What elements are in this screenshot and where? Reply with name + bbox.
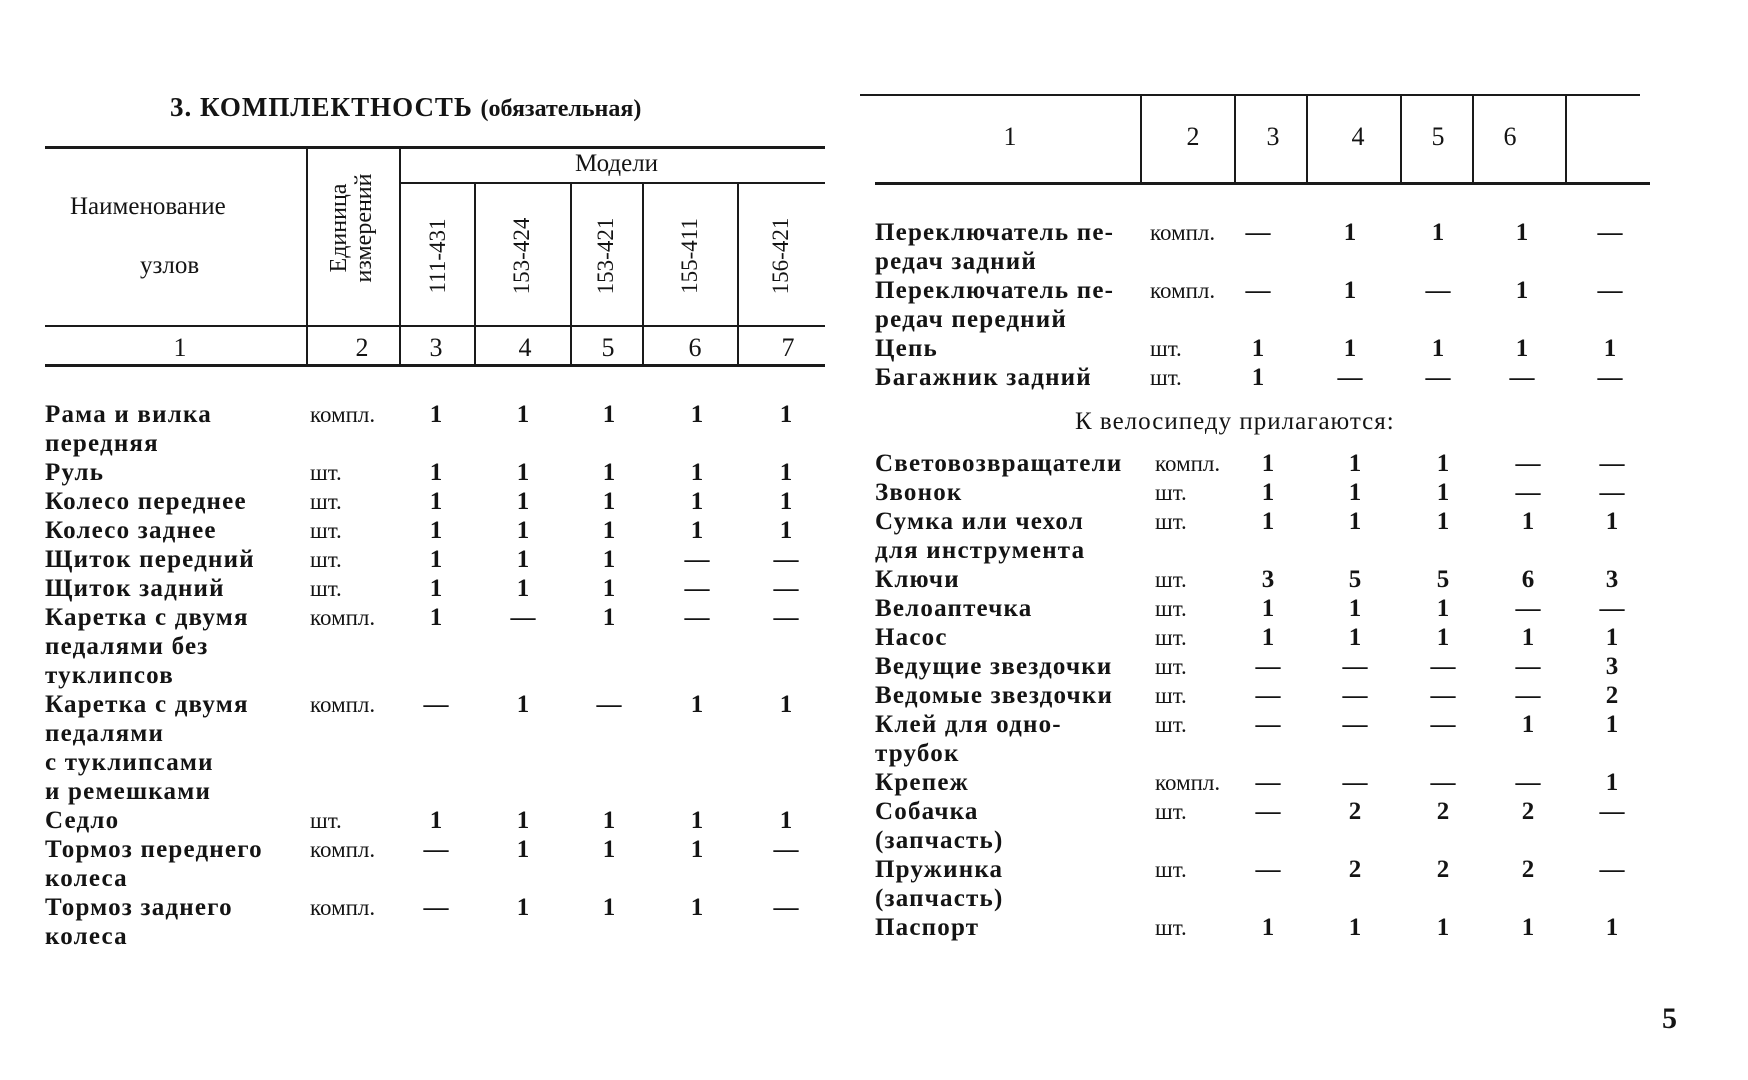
section-heading: К велосипеду прилагаются:: [1075, 408, 1395, 435]
row-name: колеса: [45, 923, 128, 950]
col-divider: [1234, 96, 1236, 184]
row-value: 1: [516, 575, 530, 602]
row-value: —: [423, 691, 449, 718]
row-name: Седло: [45, 807, 120, 834]
row-value: 1: [690, 517, 704, 544]
row-value: —: [1255, 769, 1281, 796]
row-value: 1: [516, 517, 530, 544]
page-title: [170, 92, 641, 123]
row-value: 1: [1261, 624, 1275, 651]
row-value: 1: [429, 488, 443, 515]
row-value: 1: [516, 401, 530, 428]
row-value: 1: [1261, 914, 1275, 941]
row-unit: шт.: [1155, 799, 1187, 824]
row-unit: шт.: [310, 518, 342, 543]
row-value: —: [1337, 364, 1363, 391]
row-value: —: [1342, 653, 1368, 680]
row-value: 1: [1348, 450, 1362, 477]
row-unit: шт.: [1155, 915, 1187, 940]
row-value: —: [1342, 769, 1368, 796]
row-name: Каретка с двумя: [45, 691, 249, 718]
col-divider: [1472, 96, 1474, 184]
row-name: (запчасть): [875, 885, 1004, 912]
row-value: —: [1430, 682, 1456, 709]
row-value: —: [1515, 769, 1541, 796]
row-unit: шт.: [310, 489, 342, 514]
row-value: 1: [779, 517, 793, 544]
row-name: Багажник задний: [875, 364, 1092, 391]
col-divider: [1306, 96, 1308, 184]
row-value: 1: [1348, 914, 1362, 941]
row-value: —: [773, 894, 799, 921]
row-value: 1: [1431, 219, 1445, 246]
row-name: Щиток задний: [45, 575, 225, 602]
row-value: 1: [602, 546, 616, 573]
row-value: —: [1342, 682, 1368, 709]
row-value: —: [1597, 219, 1623, 246]
row-value: 1: [1436, 508, 1450, 535]
col-divider: [474, 184, 476, 366]
models-rule: [400, 182, 825, 184]
row-value: 1: [690, 807, 704, 834]
row-value: 1: [1261, 595, 1275, 622]
col-number: 3: [1266, 122, 1280, 151]
page-number: 5: [1662, 1002, 1677, 1035]
row-value: 5: [1436, 566, 1450, 593]
row-value: 1: [1515, 335, 1529, 362]
row-value: —: [1245, 277, 1271, 304]
row-value: 1: [1521, 508, 1535, 535]
title-paren: (обязательная): [480, 96, 642, 122]
row-value: —: [773, 575, 799, 602]
row-unit: шт.: [310, 547, 342, 572]
row-value: —: [1597, 277, 1623, 304]
row-value: —: [1430, 653, 1456, 680]
row-value: 1: [690, 488, 704, 515]
row-value: 1: [1348, 595, 1362, 622]
row-value: —: [1425, 364, 1451, 391]
row-value: 1: [1603, 335, 1617, 362]
row-unit: компл.: [1150, 278, 1216, 303]
header-models: Модели: [575, 150, 659, 177]
row-value: —: [1599, 856, 1625, 883]
header-bottom-rule: [45, 364, 825, 367]
row-value: 3: [1261, 566, 1275, 593]
row-name: (запчасть): [875, 827, 1004, 854]
header-name-line2: узлов: [140, 252, 200, 279]
header-unit-line2: измерений: [351, 173, 377, 283]
col-divider: [306, 146, 308, 366]
row-name: Паспорт: [875, 914, 980, 941]
title-main: 3. КОМПЛЕКТНОСТЬ: [170, 92, 473, 122]
row-value: —: [1430, 769, 1456, 796]
model-111-431: 111-431: [424, 218, 450, 294]
col-divider: [1140, 96, 1142, 184]
row-value: 1: [1251, 335, 1265, 362]
row-value: 2: [1348, 798, 1362, 825]
row-value: —: [1430, 711, 1456, 738]
row-name: редач задний: [875, 248, 1037, 275]
row-name: Цепь: [875, 335, 938, 362]
row-unit: шт.: [1155, 509, 1187, 534]
row-value: 1: [690, 459, 704, 486]
row-unit: шт.: [310, 808, 342, 833]
row-unit: шт.: [310, 460, 342, 485]
row-value: —: [510, 604, 536, 631]
row-value: 1: [779, 691, 793, 718]
row-value: 1: [429, 807, 443, 834]
row-value: 1: [602, 836, 616, 863]
row-value: —: [1515, 479, 1541, 506]
row-value: —: [1515, 450, 1541, 477]
row-value: 1: [779, 459, 793, 486]
row-value: 1: [1436, 479, 1450, 506]
row-unit: шт.: [1155, 712, 1187, 737]
col-number: 5: [601, 333, 615, 362]
row-value: 1: [1436, 914, 1450, 941]
col-number: 6: [1503, 122, 1517, 151]
row-value: 1: [602, 488, 616, 515]
row-value: —: [773, 836, 799, 863]
row-value: —: [1599, 450, 1625, 477]
col-number: 7: [781, 333, 795, 362]
row-value: 1: [1251, 364, 1265, 391]
row-name: Насос: [875, 624, 948, 651]
row-name: Велоаптечка: [875, 595, 1033, 622]
row-value: 3: [1605, 653, 1619, 680]
row-value: —: [1597, 364, 1623, 391]
row-value: 1: [1605, 508, 1619, 535]
row-name: Щиток передний: [45, 546, 255, 573]
col-number: 4: [1351, 122, 1365, 151]
row-unit: компл.: [1155, 451, 1221, 476]
row-name: трубок: [875, 740, 960, 767]
row-value: 1: [516, 488, 530, 515]
row-name: Клей для одно-: [875, 711, 1062, 738]
row-value: —: [1515, 595, 1541, 622]
header-unit: [327, 173, 377, 282]
row-unit: шт.: [1155, 625, 1187, 650]
row-value: 1: [1605, 711, 1619, 738]
row-value: —: [1255, 711, 1281, 738]
row-value: 1: [1261, 450, 1275, 477]
row-name: Руль: [45, 459, 105, 486]
col-divider: [642, 184, 644, 366]
col-number: 3: [429, 333, 443, 362]
row-value: 1: [602, 575, 616, 602]
row-unit: шт.: [310, 576, 342, 601]
row-value: 1: [1348, 508, 1362, 535]
col-divider: [399, 146, 401, 366]
row-name: Световозвращатели: [875, 450, 1123, 477]
model-153-421: 153-421: [592, 217, 618, 295]
row-value: 1: [1343, 219, 1357, 246]
model-156-421: 156-421: [767, 217, 793, 295]
top-rule: [860, 94, 1640, 96]
row-unit: шт.: [1155, 857, 1187, 882]
row-unit: шт.: [1155, 480, 1187, 505]
row-name: и ремешками: [45, 778, 212, 805]
row-value: 1: [690, 401, 704, 428]
col-number: 1: [173, 333, 187, 362]
row-value: —: [684, 604, 710, 631]
row-value: 1: [1521, 711, 1535, 738]
row-name: колеса: [45, 865, 128, 892]
row-value: 1: [779, 401, 793, 428]
row-name: с туклипсами: [45, 749, 214, 776]
row-value: 1: [779, 807, 793, 834]
row-value: 1: [1261, 479, 1275, 506]
row-value: 1: [1436, 450, 1450, 477]
row-value: 3: [1605, 566, 1619, 593]
row-name: Тормоз переднего: [45, 836, 263, 863]
row-value: 1: [602, 894, 616, 921]
row-value: —: [596, 691, 622, 718]
col-number: 4: [518, 333, 532, 362]
top-rule: [45, 146, 825, 149]
row-value: 1: [602, 401, 616, 428]
row-value: 1: [429, 604, 443, 631]
row-value: —: [1255, 798, 1281, 825]
col-divider: [570, 184, 572, 366]
row-value: 1: [602, 517, 616, 544]
row-unit: компл.: [310, 837, 376, 862]
row-name: Крепеж: [875, 769, 969, 796]
row-unit: шт.: [1150, 365, 1182, 390]
model-153-424: 153-424: [508, 217, 534, 295]
col-divider: [737, 184, 739, 366]
model-155-411: 155-411: [676, 218, 702, 294]
row-value: —: [423, 894, 449, 921]
row-name: Каретка с двумя: [45, 604, 249, 631]
row-unit: шт.: [1155, 683, 1187, 708]
row-value: 1: [602, 459, 616, 486]
row-name: для инструмента: [875, 537, 1086, 564]
row-value: 1: [1436, 595, 1450, 622]
row-value: 2: [1605, 682, 1619, 709]
row-value: 2: [1436, 856, 1450, 883]
row-value: —: [1255, 856, 1281, 883]
row-value: 1: [602, 807, 616, 834]
row-value: 1: [516, 459, 530, 486]
row-value: 1: [1431, 335, 1445, 362]
row-name: Собачка: [875, 798, 979, 825]
row-name: Рама и вилка: [45, 401, 212, 428]
row-name: педалями: [45, 720, 165, 747]
row-value: 1: [429, 575, 443, 602]
row-value: —: [773, 546, 799, 573]
row-name: Колесо заднее: [45, 517, 217, 544]
row-unit: шт.: [1155, 567, 1187, 592]
row-name: Звонок: [875, 479, 963, 506]
row-name: педалями без: [45, 633, 209, 660]
row-name: передняя: [45, 430, 159, 457]
row-value: 5: [1348, 566, 1362, 593]
row-value: —: [423, 836, 449, 863]
row-name: Переключатель пе-: [875, 219, 1115, 246]
row-value: 2: [1521, 798, 1535, 825]
row-unit: компл.: [310, 402, 376, 427]
row-value: —: [1515, 653, 1541, 680]
row-unit: шт.: [1150, 336, 1182, 361]
row-value: 1: [516, 691, 530, 718]
subheader-rule: [45, 325, 825, 327]
row-value: 1: [1515, 277, 1529, 304]
row-value: —: [1255, 653, 1281, 680]
row-value: 1: [1343, 335, 1357, 362]
row-value: 1: [1521, 624, 1535, 651]
row-value: 1: [1261, 508, 1275, 535]
row-value: 1: [1515, 219, 1529, 246]
row-unit: компл.: [1155, 770, 1221, 795]
col-divider: [1565, 96, 1567, 184]
col-number: 2: [355, 333, 369, 362]
col-number: 5: [1431, 122, 1445, 151]
row-unit: компл.: [310, 605, 376, 630]
row-value: —: [684, 546, 710, 573]
row-value: 1: [516, 836, 530, 863]
row-value: 1: [516, 546, 530, 573]
col-divider: [1400, 96, 1402, 184]
row-name: Сумка или чехол: [875, 508, 1084, 535]
row-value: —: [1515, 682, 1541, 709]
col-number: 6: [688, 333, 702, 362]
row-value: —: [1599, 798, 1625, 825]
row-name: Ключи: [875, 566, 960, 593]
row-value: 1: [779, 488, 793, 515]
row-value: 1: [1605, 769, 1619, 796]
row-unit: шт.: [1155, 596, 1187, 621]
header-bottom-rule: [875, 182, 1650, 185]
row-value: —: [1425, 277, 1451, 304]
row-value: 6: [1521, 566, 1535, 593]
row-unit: компл.: [310, 692, 376, 717]
row-value: —: [1509, 364, 1535, 391]
row-value: —: [1342, 711, 1368, 738]
row-value: 1: [690, 691, 704, 718]
row-value: 1: [690, 836, 704, 863]
row-value: 1: [1521, 914, 1535, 941]
row-value: —: [1255, 682, 1281, 709]
row-name: Пружинка: [875, 856, 1004, 883]
row-name: Тормоз заднего: [45, 894, 233, 921]
row-value: 1: [1343, 277, 1357, 304]
row-value: 1: [429, 546, 443, 573]
row-value: 1: [1348, 479, 1362, 506]
row-name: Переключатель пе-: [875, 277, 1115, 304]
row-value: 1: [429, 517, 443, 544]
row-name: Ведомые звездочки: [875, 682, 1114, 709]
row-value: —: [1599, 595, 1625, 622]
row-value: 1: [429, 459, 443, 486]
row-value: 1: [1605, 914, 1619, 941]
row-name: Ведущие звездочки: [875, 653, 1113, 680]
row-value: 1: [1436, 624, 1450, 651]
row-name: редач передний: [875, 306, 1067, 333]
row-value: 1: [1605, 624, 1619, 651]
row-unit: шт.: [1155, 654, 1187, 679]
row-value: 2: [1521, 856, 1535, 883]
row-name: Колесо переднее: [45, 488, 247, 515]
row-unit: компл.: [1150, 220, 1216, 245]
row-name: туклипсов: [45, 662, 174, 689]
row-value: 2: [1436, 798, 1450, 825]
row-unit: компл.: [310, 895, 376, 920]
row-value: 1: [516, 894, 530, 921]
row-value: —: [1245, 219, 1271, 246]
row-value: —: [1599, 479, 1625, 506]
header-unit-line1: Единица: [325, 183, 352, 273]
row-value: 1: [602, 604, 616, 631]
row-value: 1: [690, 894, 704, 921]
row-value: 1: [429, 401, 443, 428]
col-number: 1: [1003, 122, 1017, 151]
row-value: 1: [516, 807, 530, 834]
header-name-line1: Наименование: [70, 193, 226, 220]
row-value: 1: [1348, 624, 1362, 651]
row-value: —: [773, 604, 799, 631]
row-value: 2: [1348, 856, 1362, 883]
col-number: 2: [1186, 122, 1200, 151]
row-value: —: [684, 575, 710, 602]
